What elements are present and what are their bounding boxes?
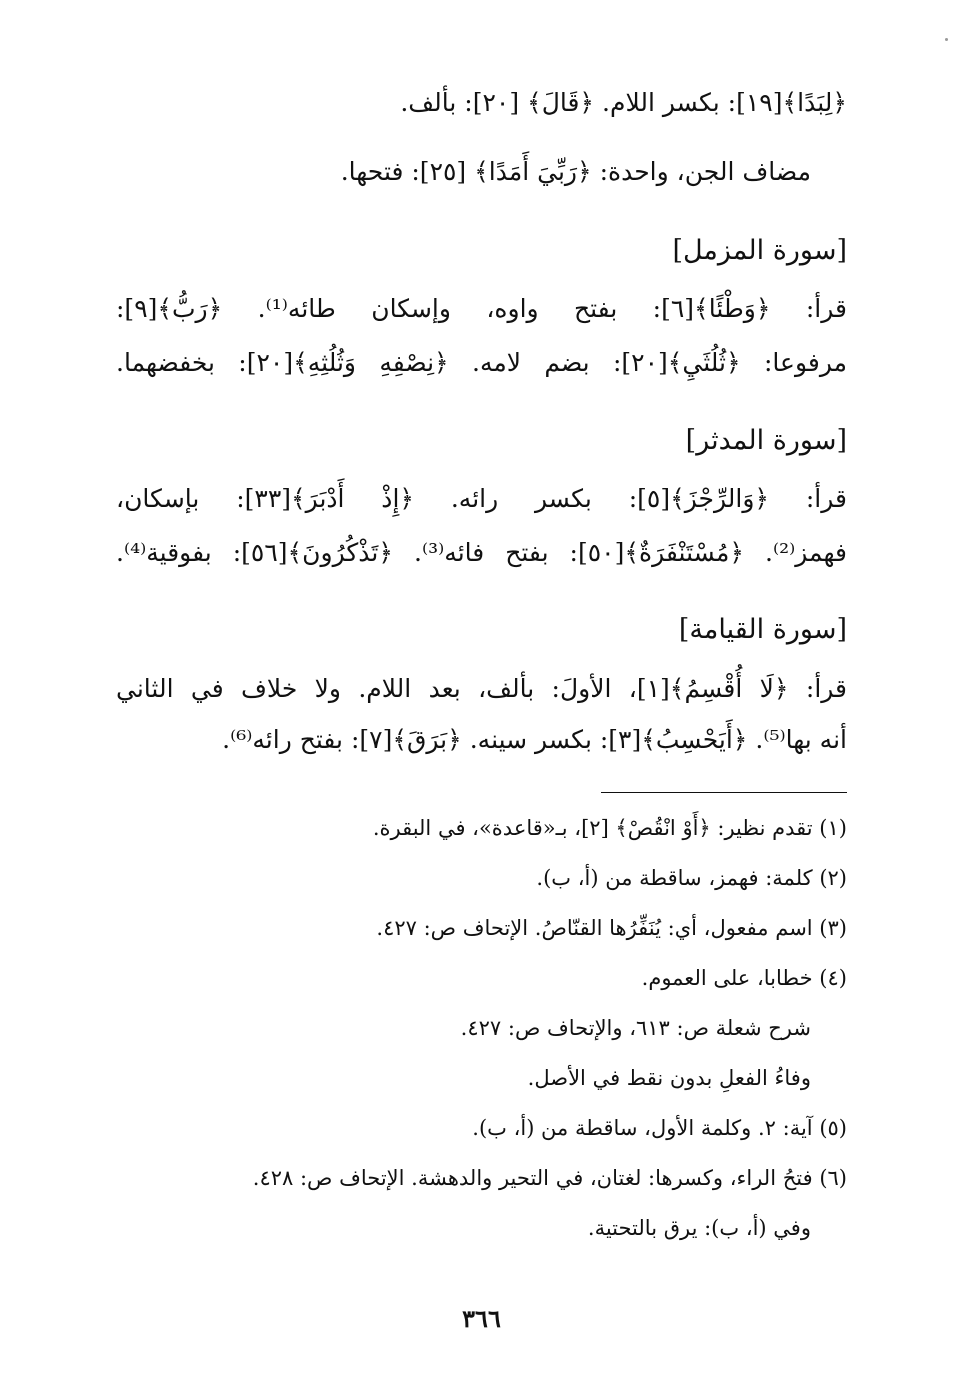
footnote: (٦) فتحُ الراء، وكسرها: لغتان، في التحير والدهشة. الإتحاف ص: ٤٢٨. [252, 1166, 847, 1190]
footnote-continuation: وفاءُ الفعلِ بدون نقط في الأصل. [527, 1066, 811, 1090]
text-line: ﴿لِبَدًا﴾[١٩]: بكسر اللام. ﴿قَالَ﴾ [٢٠]: بألف. [400, 88, 847, 117]
footnote: (٣) اسم مفعول، أي: يُنَفِّرُها القنّاصُ. الإتحاف ص: ٤٢٧. [376, 916, 847, 940]
footnote: (٢) كلمة: فهمز، ساقطة من (أ، ب). [536, 866, 847, 890]
text-line: مرفوعا: ﴿ثُلُثَيِ﴾[٢٠]: بضم لامه. ﴿نِصْفِهِ وَثُلُثِهِ﴾[٢٠]: بخفضهما. [116, 348, 848, 377]
footnote: (٤) خطابا، على العموم. [641, 966, 847, 990]
text-line: فهمز⁽²⁾. ﴿مُسْتَنْفَرَةٌ﴾[٥٠]: بفتح فائه⁽³⁾. ﴿تَذْكُرُونَ﴾[٥٦]: بفوقية⁽⁴⁾. [116, 538, 847, 567]
footnote: (١) تقدم نظير: ﴿أَوْ انْقُصْ﴾ [٢]، بـ«قاعدة»، في البقرة. [372, 816, 847, 840]
footnote: (٥) آية: ٢. وكلمة الأول، ساقطة من (أ، ب). [472, 1116, 847, 1140]
text-line: مضاف الجن، واحدة: ﴿رَبِّيَ أَمَدًا﴾ [٢٥]: فتحها. [340, 157, 811, 186]
footnote-continuation: شرح شعلة ص: ٦١٣، والإتحاف ص: ٤٢٧. [460, 1016, 811, 1040]
text-line: قرأ: ﴿وَالرِّجْزَ﴾[٥]: بكسر رائه. ﴿إِذْ أَدْبَرَ﴾[٣٣]: بإسكان، [116, 484, 847, 513]
surah-heading-qiyamah: [سورة القيامة] [678, 614, 847, 645]
surah-heading-muzzammil: [سورة المزمل] [672, 235, 847, 266]
text-line: قرأ: ﴿وَطْئًا﴾[٦]: بفتح واوه، وإسكان طائه⁽¹⁾. ﴿رَبُّ﴾[٩]: [116, 294, 847, 323]
text-line: أنه بها⁽⁵⁾. ﴿أَيَحْسِبُ﴾[٣]: بكسر سينه. ﴿بَرَقَ﴾[٧]: بفتح رائه⁽⁶⁾. [222, 725, 847, 754]
surah-heading-muddaththir: [سورة المدثر] [685, 425, 847, 456]
page-number: ٣٦٦ [462, 1304, 501, 1333]
footnote-separator [601, 792, 847, 793]
scan-speck [945, 38, 948, 41]
text-line: قرأ: ﴿لَا أُقْسِمُ﴾[١]، الأولَ: بألف، بعد اللام. ولا خلاف في الثاني [116, 674, 848, 703]
footnote-continuation: وفي (أ، ب): يرق بالتحتية. [587, 1216, 811, 1240]
